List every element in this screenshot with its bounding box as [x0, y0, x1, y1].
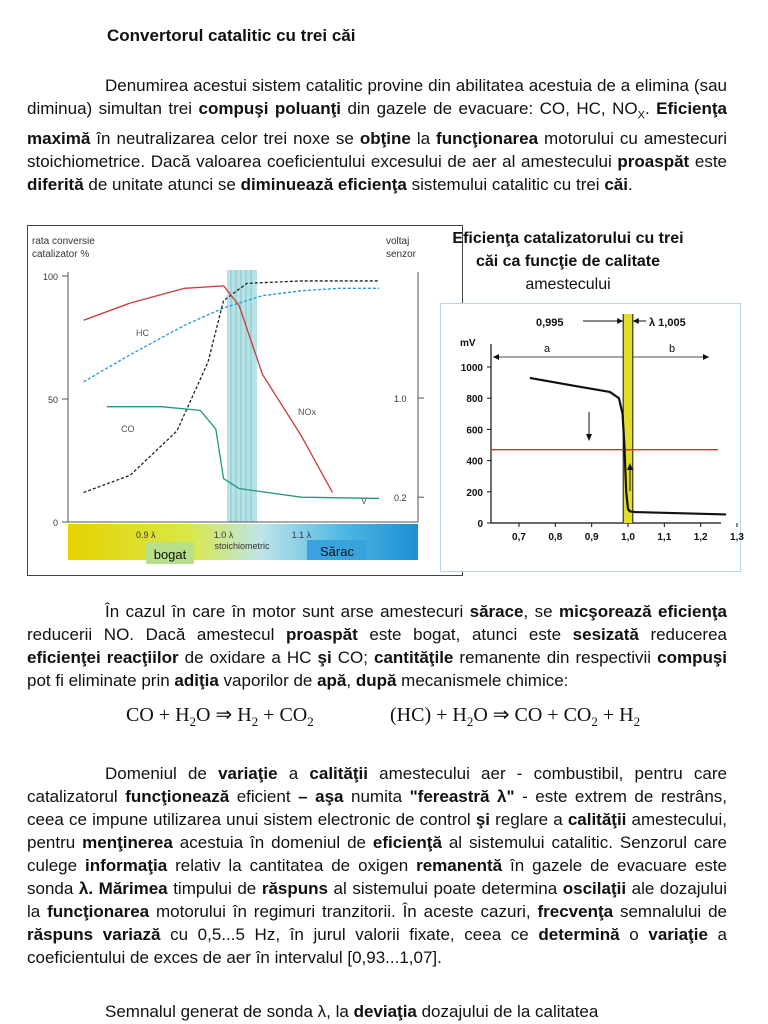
band-right-label: λ 1,005 — [649, 317, 686, 329]
paragraph-intro-text: Denumirea acestui sistem catalitic provine din abilitatea acestuia de a elimina (sau diminua) simultan trei compuşi poluanţi din gazele de evacuare: CO, HC, $NO_X$. Eficienţa maximă în neutralizarea celor trei noxe se obţine la funcţionarea motorului cu amestecuri stoichiometrice. Dacă valoarea coeficientului excesului de aer al amestecului proaspăt este diferită de unitate atunci se diminuează eficienţa sistemului catalitic cu trei căi. — [27, 76, 728, 195]
chemical-equation-1: CO + $H_2O$ ⇒ $H_2 + CO_2$ — [126, 704, 314, 729]
y-tick-label-right: 0.2 — [394, 493, 407, 504]
page-title: Convertorul catalitic cu trei căi — [107, 26, 356, 45]
y-tick-label: 400 — [466, 456, 483, 468]
y-tick-label: 0 — [477, 519, 483, 530]
y-tick-label: 200 — [466, 487, 483, 499]
figure2-caption-line3: amestecului — [525, 276, 611, 293]
x-tick-label: 0,7 — [512, 532, 526, 543]
series-label-nox: NOx — [298, 407, 316, 417]
y-tick-label: 1000 — [460, 363, 483, 374]
y-axis-label: mV — [460, 338, 476, 349]
zone-label-lean: Sărac — [320, 544, 354, 559]
svg-text:senzor: senzor — [386, 249, 417, 260]
y-tick-label-right: 1.0 — [394, 394, 407, 404]
x-tick-label: 1,1 — [657, 532, 672, 543]
y-tick-label-left: 0 — [52, 518, 58, 528]
paragraph-sensor-signal-text: Semnalul generat de sonda λ, la deviaţia dozajului de la calitatea — [105, 1002, 599, 1021]
paragraph-lean-rich — [27, 600, 727, 692]
series-label-hc: HC — [136, 328, 149, 338]
x-tick-label: 0,8 — [548, 532, 563, 543]
x-tick-label: 1,0 — [621, 532, 635, 543]
figure2-caption — [440, 227, 696, 296]
y-axis-label-left: rata conversie — [32, 236, 95, 247]
conversion-efficiency-chart — [27, 225, 463, 576]
band-left-label: 0,995 — [536, 317, 564, 329]
paragraph-lambda-window-text: Domeniul de variaţie a calităţii amestecului aer - combustibil, pentru care catalizatorul funcţionează eficient – aşa numita "fereastră λ" - este extrem de restrâns, ceea ce impune utilizarea unui sistem electronic de control şi reglare a calităţii amestecului, pentru menţinerea acestuia în domeniul de eficienţă al sistemului catalitic. Senzorul care culege informaţia relativ la cantitatea de oxigen remanentă în gazele de evacuare este sonda λ. Mărimea timpului de răspuns al sistemului poate determina oscilaţii ale dozajului la funcţionarea motorului în regimuri tranzitorii. În aceste cazuri, frecvenţa semnalului de răspuns variază cu 0,5...5 Hz, în jurul valorii fixate, ceea ce determină o variaţie a coeficientului de exces de aer în intervalul [0,93...1,07]. — [27, 764, 727, 967]
paragraph-lambda-window — [27, 762, 727, 969]
x-axis-sublabel: stoichiometric — [214, 541, 270, 551]
series-label-v: V — [361, 496, 368, 506]
x-tick-label: 0.9 λ — [136, 530, 156, 540]
y-tick-label: 600 — [466, 425, 483, 437]
y-axis-label-right: voltaj — [386, 236, 410, 247]
paragraph-sensor-signal — [27, 1000, 727, 1023]
y-tick-label-left: 50 — [47, 395, 58, 405]
x-tick-label: 1,3 — [730, 532, 744, 543]
series-label-co: CO — [121, 424, 135, 434]
paragraph-intro — [27, 74, 727, 196]
region-b-label: b — [669, 343, 676, 355]
x-tick-label: 1.1 λ — [291, 530, 312, 540]
zone-label-rich: bogat — [153, 547, 187, 562]
x-tick-label: 1,2 — [693, 532, 708, 543]
lambda-sensor-chart — [440, 303, 744, 572]
x-tick-label: 0,9 — [584, 532, 599, 543]
figure2-caption-line1: Eficienţa catalizatorului cu trei — [452, 230, 684, 247]
figure2-caption-line2: căi ca funcţie de calitate — [475, 253, 661, 270]
lambda-window-band — [623, 314, 633, 523]
y-tick-label: 800 — [466, 394, 483, 406]
x-tick-label: 1.0 λ — [213, 530, 234, 540]
y-tick-label-left: 100 — [42, 272, 58, 282]
chemical-equation-2: $(HC) + H_2O$ ⇒ CO + $CO_2 + H_2$ — [390, 704, 641, 729]
region-a-label: a — [544, 343, 551, 355]
svg-text:catalizator %: catalizator % — [32, 249, 90, 260]
paragraph-lean-rich-text: În cazul în care în motor sunt arse amestecuri sărace, se micşorează eficienţa reducerii NO. Dacă amestecul proaspăt este bogat, atunci este sesizată reducerea eficienţei reacţiilor de oxidare a HC şi CO; cantităţile remanente din respectivii compuşi pot fi eliminate prin adiţia vaporilor de apă, după mecanismele chimice: — [27, 602, 728, 690]
